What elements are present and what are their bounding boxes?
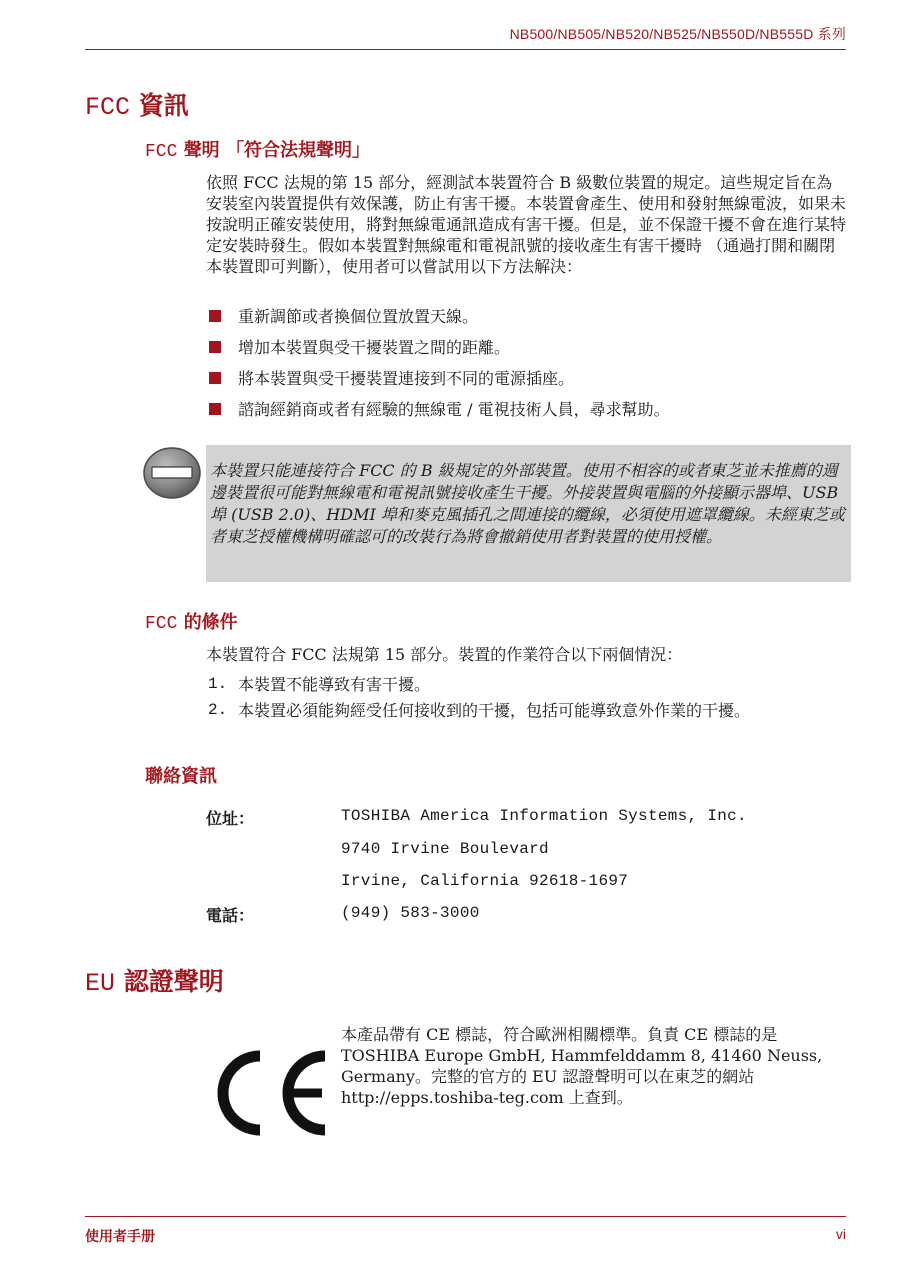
address-line-3: Irvine, California 92618-1697	[341, 872, 629, 890]
fcc-statement-heading-cjk: 聲明 「符合法規聲明」	[183, 140, 370, 161]
fcc-heading-cjk: 資訊	[138, 91, 189, 120]
fcc-conditions-heading-latin: FCC	[145, 614, 178, 634]
stop-sign-icon	[142, 446, 202, 500]
fcc-heading	[85, 86, 189, 122]
list-item: 2. 本裝置必須能夠經受任何接收到的干擾，包括可能導致意外作業的干擾。	[208, 701, 751, 720]
list-item: 重新調節或者換個位置放置天線。	[206, 306, 846, 337]
contact-heading: 聯絡資訊	[145, 766, 217, 787]
address-line-1: TOSHIBA America Information Systems, Inc.	[341, 807, 747, 825]
fcc-conditions-heading-cjk: 的條件	[183, 612, 238, 633]
fcc-conditions-list	[206, 674, 846, 726]
address-label: 位址：	[206, 809, 255, 828]
list-item: 將本裝置與受干擾裝置連接到不同的電源插座。	[206, 368, 846, 399]
footer-manual-title: 使用者手册	[85, 1229, 155, 1245]
fcc-heading-latin: FCC	[85, 93, 131, 122]
fcc-conditions-heading	[145, 608, 238, 634]
list-number: 1.	[208, 675, 228, 693]
fcc-statement-heading-latin: FCC	[145, 142, 178, 162]
fcc-remedy-list	[206, 306, 846, 430]
header-series-title: NB500/NB505/NB520/NB525/NB550D/NB555D 系列	[509, 26, 846, 42]
fcc-conditions-intro: 本裝置符合 FCC 法規第 15 部分。裝置的作業符合以下兩個情況：	[206, 645, 683, 664]
list-number: 2.	[208, 701, 228, 719]
list-item: 諮詢經銷商或者有經驗的無線電 / 電視技術人員，尋求幫助。	[206, 399, 846, 430]
header-rule	[85, 49, 846, 50]
bullet-square-icon	[209, 310, 221, 322]
eu-heading-cjk: 認證聲明	[123, 967, 224, 996]
phone-label: 電話：	[206, 906, 255, 925]
list-item: 1. 本裝置不能導致有害干擾。	[208, 675, 431, 694]
fcc-statement-body: 依照 FCC 法規的第 15 部分，經測試本裝置符合 B 級數位裝置的規定。這些規定旨在為安裝室內裝置提供有效保護，防止有害干擾。本裝置會產生、使用和發射無線電波，如果未按說明正確安裝使用，將對無線電通訊造成有害干擾。但是，並不保證干擾不會在進行某特定安裝時發生。假如本裝置對無線電和電視訊號的接收產生有害干擾時 （通過打開和關閉本裝置即可判斷），使用者可以嘗試用以下方法解決：	[206, 173, 847, 276]
eu-heading-latin: EU	[85, 969, 116, 998]
page-number: vi	[835, 1226, 846, 1242]
ce-mark-logo	[210, 1048, 330, 1138]
eu-declaration-body: 本產品帶有 CE 標誌，符合歐洲相關標準。負責 CE 標誌的是 TOSHIBA Europe GmbH, Hammfelddamm 8, 41460 Neuss, Germany。完整的官方的 EU 認證聲明可以在東芝的網站 http://epps.toshiba-teg.com 上查到。	[341, 1025, 823, 1107]
note-text: 本裝置只能連接符合 FCC 的 B 級規定的外部裝置。使用不相容的或者東芝並未推薦的週邊裝置很可能對無線電和電視訊號接收產生干擾。外接裝置與電腦的外接顯示器埠、USB 埠 (USB 2.0)、HDMI 埠和麥克風插孔之間連接的纜線，必須使用遮罩纜線。未經東芝或者東芝授權機構明確認可的改裝行為將會撤銷使用者對裝置的使用授權。	[210, 461, 845, 546]
list-item: 增加本裝置與受干擾裝置之間的距離。	[206, 337, 846, 368]
fcc-statement-heading	[145, 136, 370, 162]
phone-value: (949) 583-3000	[341, 904, 480, 922]
footer-rule	[85, 1216, 846, 1217]
bullet-square-icon	[209, 341, 221, 353]
bullet-square-icon	[209, 403, 221, 415]
address-line-2: 9740 Irvine Boulevard	[341, 840, 549, 858]
eu-heading	[85, 962, 224, 998]
bullet-square-icon	[209, 372, 221, 384]
note-box	[206, 445, 851, 582]
